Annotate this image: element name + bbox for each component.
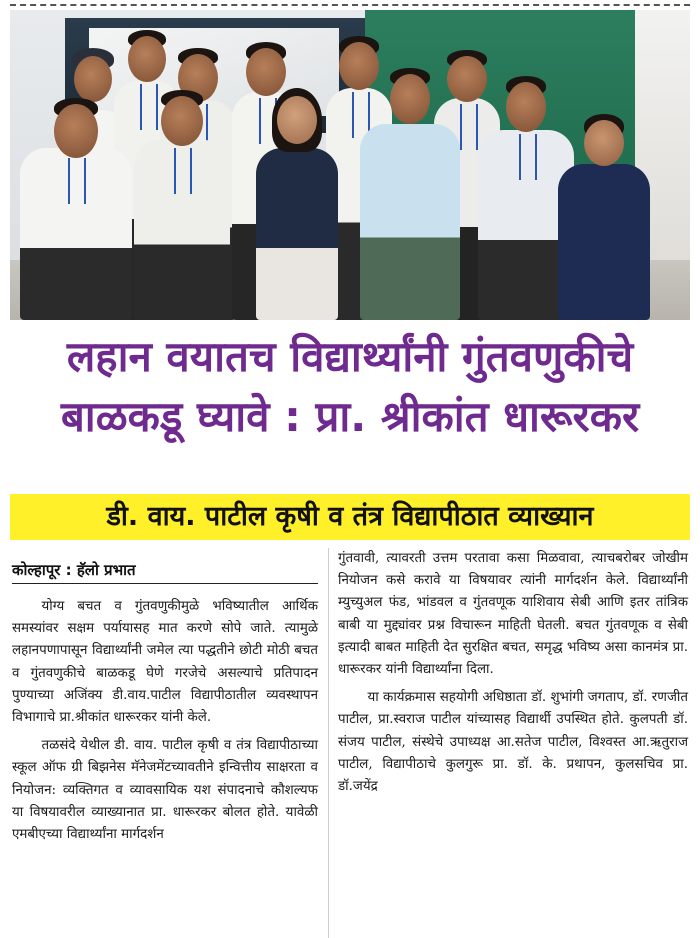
article-right-column — [338, 548, 688, 798]
page-top-rule — [10, 4, 690, 6]
right-paragraph-2: या कार्यक्रमास सहयोगी अधिष्ठाता डॉ. शुभांगी जगताप, डॉ. रणजीत पाटील, प्रा.स्वराज पाटील यांच्यासह विद्यार्थी उपस्थित होते. कुलपती डॉ. संजय पाटील, संस्थेचे उपाध्यक्ष आ.सतेज पाटील, विश्वस्त आ.ऋतुराज पाटील, विद्यापीठाचे कुलगुरू प्रा. डॉ. के. प्रथापन, कुलसचिव प्रा. डॉ.जयेंद्र — [338, 690, 688, 795]
person-front-3 — [256, 90, 338, 320]
article-left-column — [12, 596, 318, 846]
headline — [10, 328, 690, 448]
person-front-1 — [20, 98, 132, 320]
person-front-4 — [360, 68, 460, 320]
headline-line-1: लहान वयातच विद्यार्थ्यांनी गुंतवणुकीचे — [66, 332, 634, 381]
column-divider — [328, 548, 329, 938]
subheadline-band: डी. वाय. पाटील कृषी व तंत्र विद्यापीठात व्याख्यान — [10, 494, 690, 540]
dateline: कोल्हापूर : हॅलो प्रभात — [12, 561, 136, 579]
dateline-rule — [12, 583, 318, 584]
person-front-6 — [558, 114, 650, 320]
right-paragraph-1: गुंतवावी, त्यावरती उत्तम परतावा कसा मिळवावा, त्याचबरोबर जोखीम नियोजन कसे करावे या विषयावर त्यांनी मार्गदर्शन केले. विद्यार्थ्यांनी म्युच्युअल फंड, भांडवल व गुंतवणूक याशिवाय सेबी आणि इतर तांत्रिक बाबी या मुद्द्यांवर प्रश्न विचारून माहिती घेतली. बचत गुंतवणूक व सेबी इत्यादी बाबत माहिती देत सुरक्षित बचत, समृद्ध भविष्य असा कानमंत्र प्रा. धारूरकर यांनी विद्यार्थ्यांना दिला. — [338, 551, 688, 678]
left-paragraph-1: योग्य बचत व गुंतवणुकीमुळे भविष्यातील आर्थिक समस्यांवर सक्षम पर्यायासह मात करणे सोपे जाते. त्यामुळे लहानपणापासून विद्यार्थ्यांनी जमेल त्या पद्धतीने छोटी मोठी बचत व गुंतवणुकीचे बाळकडू घेणे गरजेचे असल्याचे प्रतिपादन पुण्याच्या अजिंक्य डी.वाय.पाटील विद्यापीठातील व्यवस्थापन विभागाचे प्रा.श्रीकांत धारूरकर यांनी केले. — [12, 599, 318, 726]
left-paragraph-2: तळसंदे येथील डी. वाय. पाटील कृषी व तंत्र विद्यापीठाच्या स्कूल ऑफ ग्री बिझनेस मॅनेजमेंटच्यावतीने इन्वित्तीय साक्षरता व नियोजन: व्यक्तिगत व व्यावसायिक यश संपादनाचे कौशल्यफ या विषयावरील व्याख्यानात प्रा. धारूरकर बोलत होते. यावेळी एमबीएच्या विद्यार्थ्यांना मार्गदर्शन — [12, 738, 318, 843]
person-front-2 — [134, 90, 230, 320]
headline-line-2: बाळकडू घ्यावे : प्रा. श्रीकांत धारूरकर — [60, 392, 640, 441]
group-photo — [10, 10, 690, 320]
